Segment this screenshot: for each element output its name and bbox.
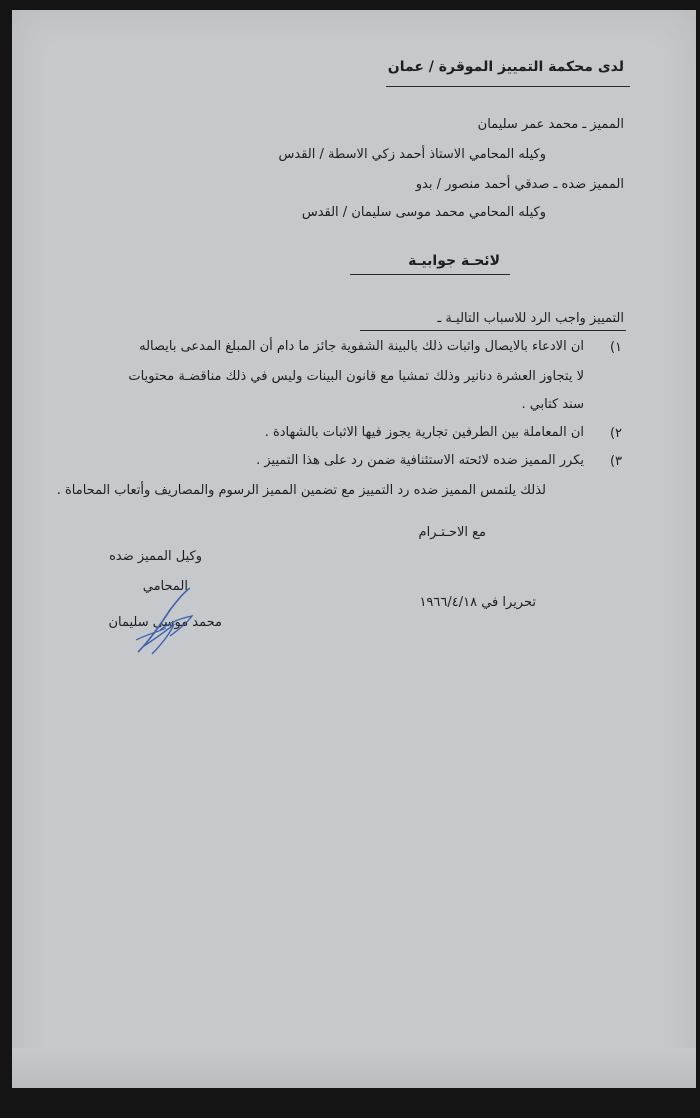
document-title: لائحـة جوابيـة: [408, 253, 500, 269]
signature-title: المحامي: [142, 579, 188, 594]
reason-number: ٢): [609, 426, 622, 441]
reason-line: سند كتابي .: [521, 397, 584, 412]
signature-name: محمد موسى سليمان: [108, 615, 222, 630]
intro-line: التمييز واجب الرد للاسباب التاليـة ـ: [437, 311, 624, 326]
appellant-attorney-line: وكيله المحامي الاستاذ أحمد زكي الاسطة / القدس: [278, 147, 546, 162]
date-line: تحريرا في ١٩٦٦/٤/١٨: [419, 595, 536, 610]
document-page: [12, 10, 696, 1088]
reason-number: ٣): [609, 454, 622, 469]
reason-line: ان المعاملة بين الطرفين تجارية يجوز فيها الاثبات بالشهادة .: [264, 425, 584, 440]
respondent-attorney-line: وكيله المحامي محمد موسى سليمان / القدس: [301, 205, 546, 220]
reason-line: يكرر المميز ضده لائحته الاستئنافية ضمن رد على هذا التمييز .: [256, 453, 584, 468]
reason-line: ان الادعاء بالايصال واثبات ذلك بالبينة الشفوية جائز ما دام أن المبلغ المدعى بايصاله: [139, 339, 584, 354]
closing-line: مع الاحـتـرام: [418, 525, 486, 540]
handwritten-signature-icon: [130, 580, 200, 660]
appellant-line: المميز ـ محمد عمر سليمان: [477, 117, 624, 132]
signature-role: وكيل المميز ضده: [109, 549, 202, 564]
reason-number: ١): [609, 340, 622, 355]
reason-line: لا يتجاوز العشرة دنانير وذلك تمشيا مع قانون البينات وليس في ذلك مناقضـة محتويات: [128, 369, 584, 384]
court-header: لدى محكمة التمييز الموقرة / عمان: [387, 59, 624, 75]
intro-underline: [360, 330, 626, 331]
respondent-line: المميز ضده ـ صدقي أحمد منصور / بدو: [415, 177, 624, 192]
request-line: لذلك يلتمس المميز ضده رد التمييز مع تضمين المميز الرسوم والمصاريف وأتعاب المحاماة .: [56, 483, 546, 498]
header-underline: [386, 86, 630, 87]
title-underline: [350, 274, 510, 275]
